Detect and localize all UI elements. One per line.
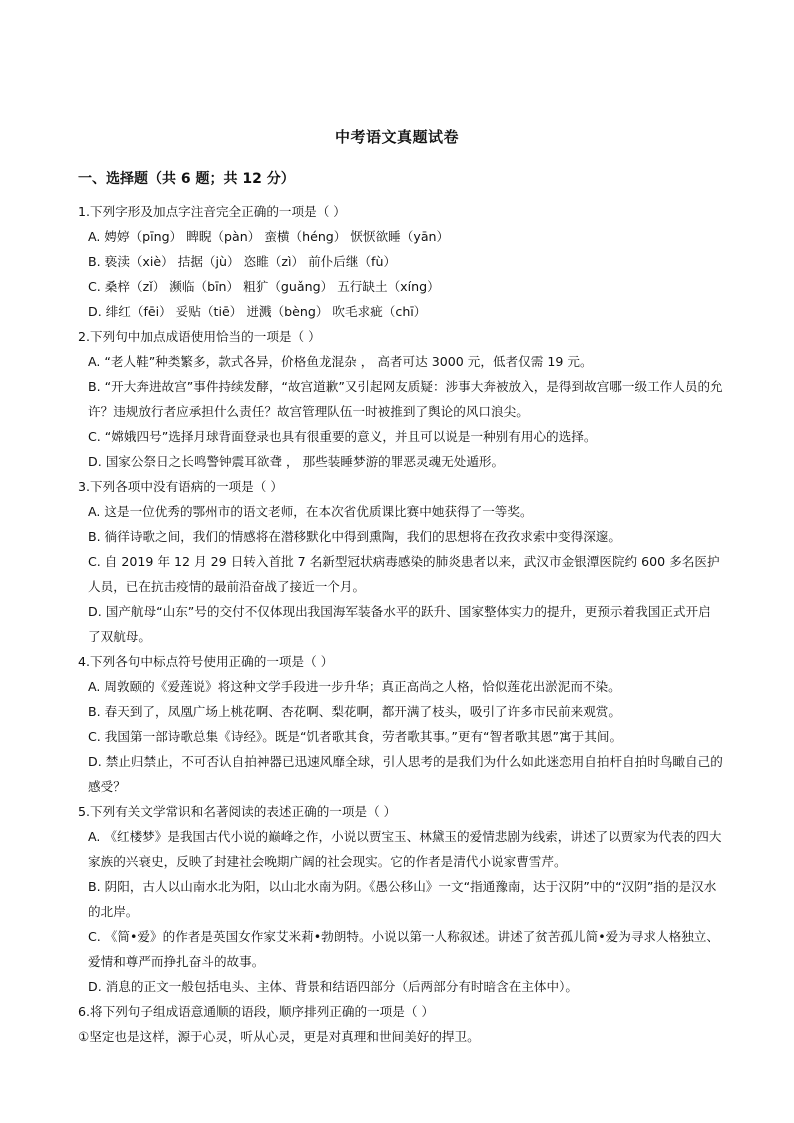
question-2-option-b: B. “开大奔进故宫”事件持续发酵，“故宫道歉”又引起网友质疑：涉事大奔被放入，是得到故宫哪一级工作人员的允许？违规放行者应承担什么责任？故宫管理队伍一时被推到了舆论的风口浪尖。 bbox=[88, 379, 723, 419]
question-5-stem: 5.下列有关文学常识和名著阅读的表述正确的一项是（ ） bbox=[78, 804, 397, 819]
question-5-option-a: A. 《红楼梦》是我国古代小说的巅峰之作，小说以贾宝玉、林黛玉的爱情悲剧为线索，讲述了以贾家为代表的四大家族的兴衰史，反映了封建社会晚期广阔的社会现实。它的作者是清代小说家曹雪芹。 bbox=[88, 829, 722, 869]
question-3-option-c: C. 自 2019 年 12 月 29 日转入首批 7 名新型冠状病毒感染的肺炎患者以来，武汉市金银潭医院约 600 多名医护人员，已在抗击疫情的最前沿奋战了接近一个月。 bbox=[88, 554, 720, 594]
question-3-option-a: A. 这是一位优秀的鄂州市的语文老师，在本次省优质课比赛中她获得了一等奖。 bbox=[88, 504, 533, 519]
question-6-stem: 6.将下列句子组成语意通顺的语段，顺序排列正确的一项是（ ） bbox=[78, 1004, 435, 1019]
question-3-option-b: B. 徜徉诗歌之间，我们的情感将在潜移默化中得到熏陶，我们的思想将在孜孜求索中变得深邃。 bbox=[88, 529, 621, 544]
question-4-stem: 4.下列各句中标点符号使用正确的一项是（ ） bbox=[78, 654, 334, 669]
page-title: 中考语文真题试卷 bbox=[334, 128, 459, 146]
question-1-option-a: A. 娉婷（pīng） 睥睨（pàn） 蛮横（héng） 恹恹欲睡（yān） bbox=[88, 229, 450, 244]
question-list bbox=[78, 199, 723, 1049]
question-3-stem: 3.下列各项中没有语病的一项是（ ） bbox=[78, 479, 283, 494]
question-1-option-b: B. 亵渎（xiè） 拮据（jù） 恣睢（zì） 前仆后继（fù） bbox=[88, 254, 397, 269]
question-2-stem: 2.下列句中加点成语使用恰当的一项是（ ） bbox=[78, 329, 321, 344]
question-1-option-c: C. 桑梓（zǐ） 濒临（bīn） 粗犷（guǎng） 五行缺土（xíng） bbox=[88, 279, 440, 294]
question-2-option-a: A. “老人鞋”种类繁多，款式各异，价格鱼龙混杂 ， 高者可达 3000 元，低者仅需 19 元。 bbox=[88, 354, 593, 369]
question-5-option-c: C. 《简•爱》的作者是英国女作家艾米莉•勃朗特。小说以第一人称叙述。讲述了贫苦孤儿简•爱为寻求人格独立、爱情和尊严而挣扎奋斗的故事。 bbox=[88, 929, 719, 969]
question-4-option-d: D. 禁止归禁止，不可否认自拍神器已迅速风靡全球，引人思考的是我们为什么如此迷恋用自拍杆自拍时鸟瞰自己的感受？ bbox=[88, 754, 723, 794]
question-6-sentence-1: ①坚定也是这样，源于心灵，听从心灵，更是对真理和世间美好的捍卫。 bbox=[78, 1029, 480, 1044]
question-4-option-c: C. 我国第一部诗歌总集《诗经》。既是“饥者歌其食，劳者歌其事。”更有“智者歌其恩”寓于其间。 bbox=[88, 729, 623, 744]
question-2-option-d: D. 国家公祭日之长鸣警钟震耳欲聋 ， 那些装睡梦游的罪恶灵魂无处遁形。 bbox=[88, 454, 505, 469]
question-1-stem: 1.下列字形及加点字注音完全正确的一项是（ ） bbox=[78, 204, 346, 219]
question-4-option-b: B. 春天到了，凤凰广场上桃花啊、杏花啊、梨花啊，都开满了枝头，吸引了许多市民前来观赏。 bbox=[88, 704, 621, 719]
question-4-option-a: A. 周敦颐的《爱莲说》将这种文学手段进一步升华；真正高尚之人格，恰似莲花出淤泥而不染。 bbox=[88, 679, 621, 694]
question-1-option-d: D. 绯红（fēi） 妥贴（tiē） 迸溅（bèng） 吹毛求疵（chī） bbox=[88, 304, 427, 319]
question-3-option-d: D. 国产航母“山东”号的交付不仅体现出我国海军装备水平的跃升、国家整体实力的提升，更预示着我国正式开启了双航母。 bbox=[88, 604, 711, 644]
section-heading: 一、选择题（共 6 题；共 12 分） bbox=[78, 171, 295, 187]
question-2-option-c: C. “嫦娥四号”选择月球背面登录也具有很重要的意义，并且可以说是一种别有用心的选择。 bbox=[88, 429, 597, 444]
question-5-option-b: B. 阴阳，古人以山南水北为阳，以山北水南为阴。《愚公移山》一文“指通豫南，达于汉阴”中的“汉阴”指的是汉水的北岸。 bbox=[88, 879, 717, 919]
question-5-option-d: D. 消息的正文一般包括电头、主体、背景和结语四部分（后两部分有时暗含在主体中）。 bbox=[88, 979, 578, 994]
